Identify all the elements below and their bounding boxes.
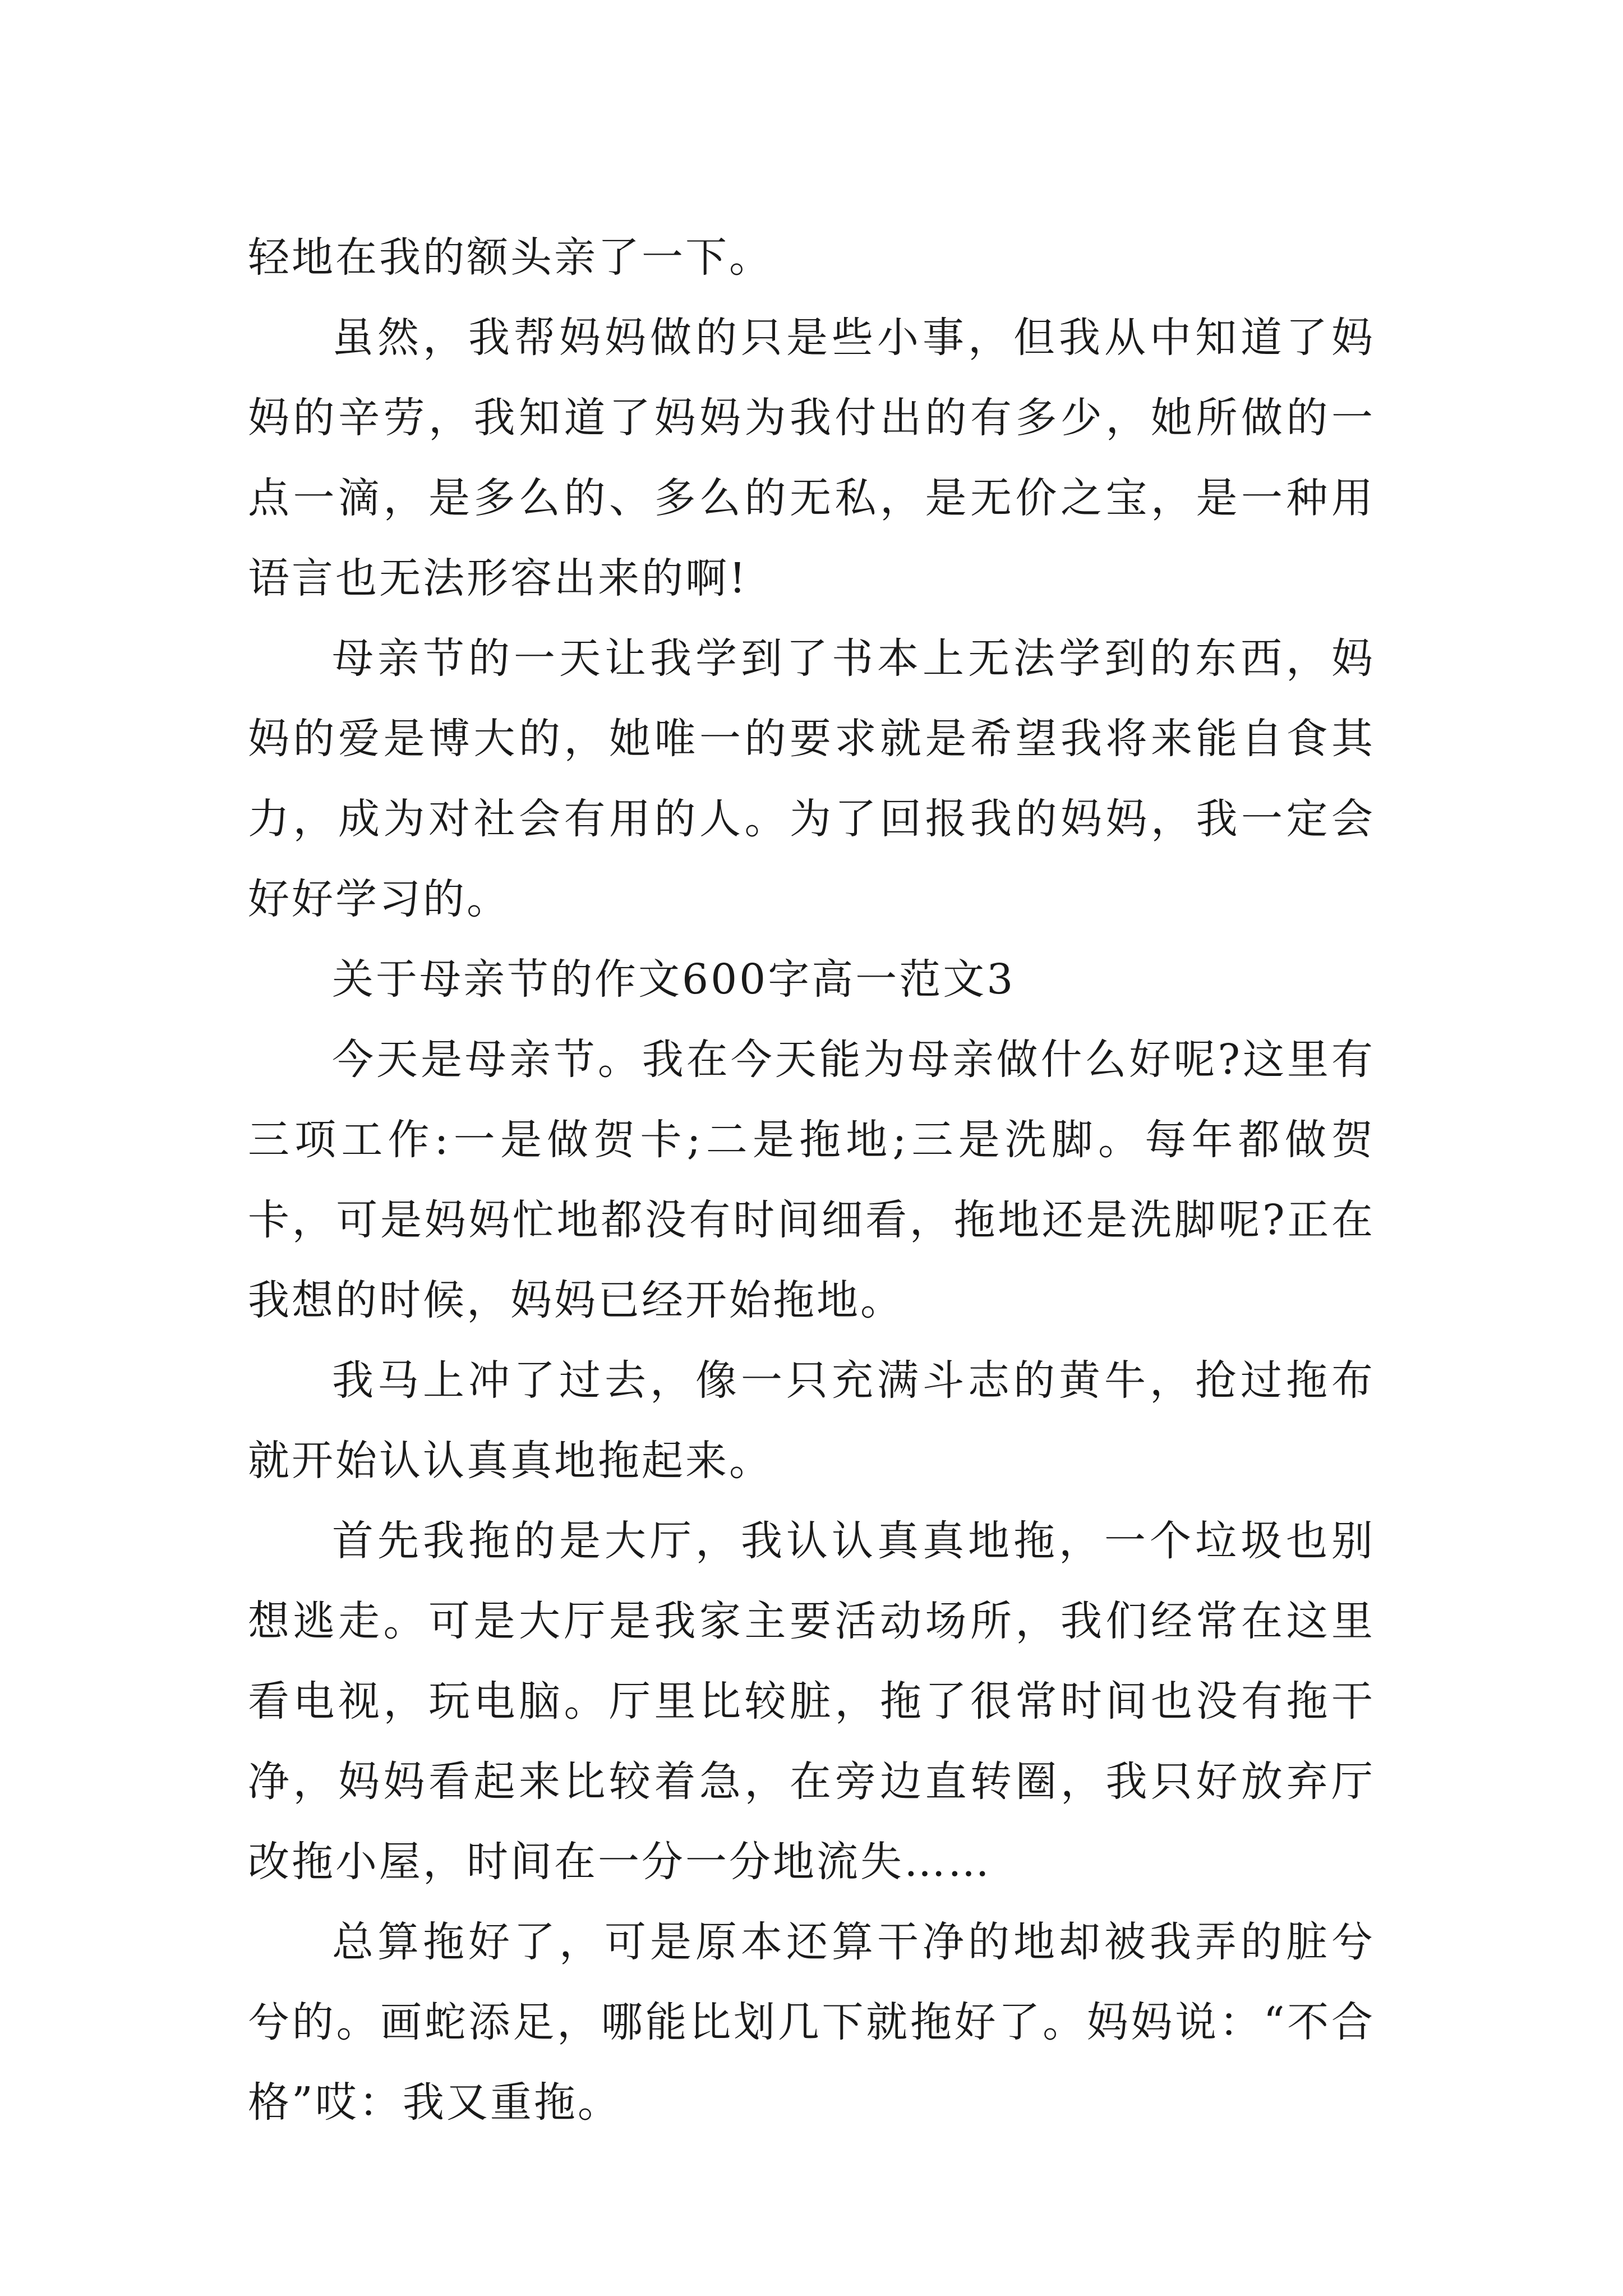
document-body [248, 218, 1375, 2143]
paragraph: 首先我拖的是大厅，我认认真真地拖，一个垃圾也别想逃走。可是大厅是我家主要活动场所，我们经常在这里看电视，玩电脑。厅里比较脏，拖了很常时间也没有拖干净，妈妈看起来比较着急，在旁边直转圈，我只好放弃厅改拖小屋，时间在一分一分地流失…… [248, 1517, 1375, 1886]
paragraph-continuation: 轻地在我的额头亲了一下。 [248, 233, 773, 282]
paragraph: 总算拖好了，可是原本还算干净的地却被我弄的脏兮兮的。画蛇添足，哪能比划几下就拖好了。妈妈说：“不合格”哎：我又重拖。 [248, 1918, 1375, 2127]
paragraph: 母亲节的一天让我学到了书本上无法学到的东西，妈妈的爱是博大的，她唯一的要求就是希望我将来能自食其力，成为对社会有用的人。为了回报我的妈妈，我一定会好好学习的。 [248, 634, 1375, 923]
paragraph: 今天是母亲节。我在今天能为母亲做什么好呢?这里有三项工作:一是做贺卡;二是拖地;三是洗脚。每年都做贺卡，可是妈妈忙地都没有时间细看，拖地还是洗脚呢?正在我想的时候，妈妈已经开始拖地。 [248, 1036, 1375, 1324]
paragraph: 我马上冲了过去，像一只充满斗志的黄牛，抢过拖布就开始认认真真地拖起来。 [248, 1356, 1375, 1485]
section-heading: 关于母亲节的作文600字高一范文3 [332, 955, 1016, 1004]
paragraph: 虽然，我帮妈妈做的只是些小事，但我从中知道了妈妈的辛劳，我知道了妈妈为我付出的有多少，她所做的一点一滴，是多么的、多么的无私，是无价之宝，是一种用语言也无法形容出来的啊! [248, 314, 1375, 602]
